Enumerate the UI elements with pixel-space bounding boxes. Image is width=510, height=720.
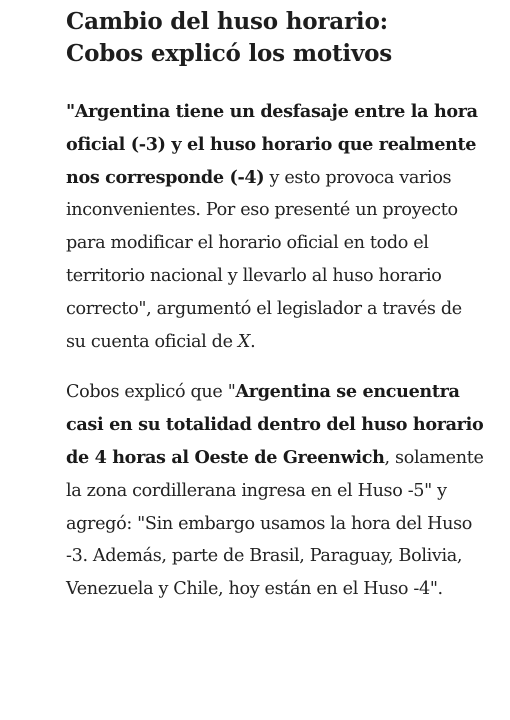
paragraph-quote-argentina: [66, 96, 486, 358]
bold-quote: "Argentina tiene un desfasaje entre la hora oficial (-3) y el huso horario que realmente nos corresponde (-4): [66, 101, 478, 188]
article: [66, 6, 486, 606]
paragraph-text: , solamente la zona cordillerana ingresa en el Huso -5" y agregó: "Sin embargo usamos la hora del Huso -3. Además, parte de Brasil, Paraguay, Bolivia, Venezuela y Chile, hoy están en el Huso -4".: [66, 447, 484, 600]
paragraph-text: Cobos explicó que ": [66, 382, 236, 403]
headline-line-2: Cobos explicó los motivos: [66, 40, 393, 67]
platform-name: X: [237, 331, 251, 352]
paragraph-cobos-explanation: [66, 376, 486, 606]
paragraph-text: y esto provoca varios inconvenientes. Por eso presenté un proyecto para modificar el horario oficial en todo el territorio nacional y llevarlo al huso horario correcto", argumentó el legislador a través de su cuenta oficial de: [66, 167, 462, 352]
article-headline: [66, 6, 486, 70]
bold-quote: Argentina se encuentra casi en su totalidad dentro del huso horario de 4 horas al Oeste de Greenwich: [66, 381, 484, 468]
headline-line-1: Cambio del huso horario:: [66, 8, 388, 35]
paragraph-text: .: [250, 331, 256, 352]
